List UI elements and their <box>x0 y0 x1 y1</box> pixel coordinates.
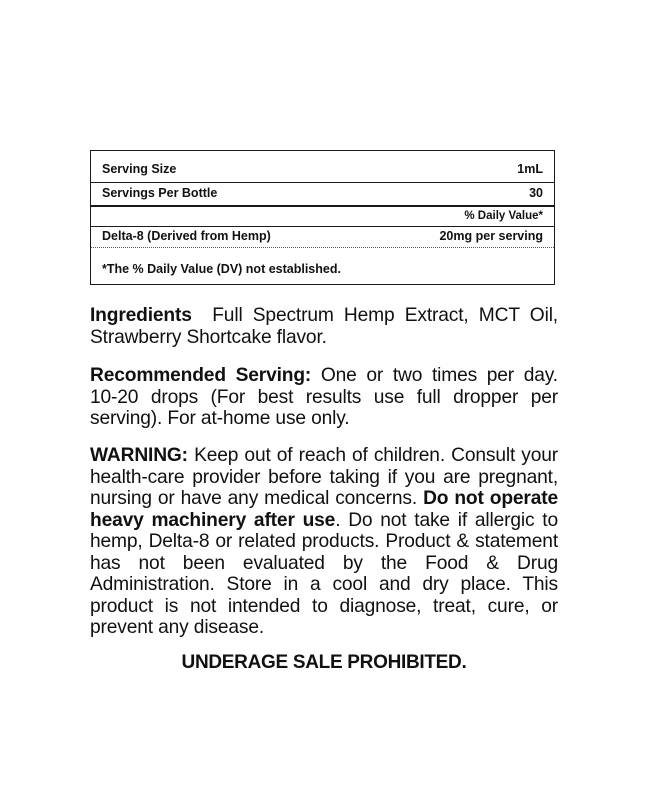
divider-thick <box>91 205 554 207</box>
daily-value-header: % Daily Value* <box>464 210 543 222</box>
supplement-facts-table <box>90 150 555 285</box>
warning-text: Keep out of reach of children. Consult your health-care provider before taking if you are pregnant, nursing or have any medical concerns. <box>90 445 558 509</box>
ingredients-text: Full Spectrum Hemp Extract, MCT Oil, Strawberry Shortcake flavor. <box>90 305 558 348</box>
serving-size-value: 1mL <box>517 162 543 176</box>
recommended-serving-paragraph <box>90 365 558 430</box>
recommended-serving-label: Recommended Serving: <box>90 365 312 386</box>
ingredient-name: Delta-8 (Derived from Hemp) <box>102 229 271 243</box>
warning-paragraph <box>90 445 558 639</box>
warning-text-continued: . Do not take if allergic to hemp, Delta-8 or related products. Product & statement has not been evaluated by the Food & Drug Administration. Store in a cool and dry place. This product is not intended to diagnose, treat, cure, or prevent any disease. <box>90 509 558 638</box>
serving-size-label: Serving Size <box>102 162 177 176</box>
warning-label: WARNING: <box>90 445 188 466</box>
divider <box>91 182 554 183</box>
daily-value-header-row <box>102 209 543 223</box>
servings-per-bottle-label: Servings Per Bottle <box>102 186 218 200</box>
servings-per-bottle-value: 30 <box>529 186 543 200</box>
warning-machinery-text: Do not operate heavy machinery after use <box>90 488 559 531</box>
ingredient-amount: 20mg per serving <box>439 229 543 243</box>
underage-sale-notice: UNDERAGE SALE PROHIBITED. <box>181 652 467 673</box>
servings-per-bottle-row <box>102 186 543 200</box>
divider <box>91 226 554 227</box>
serving-size-row <box>102 162 543 176</box>
recommended-serving-text: One or two times per day. 10-20 drops (For best results use full dropper per serving). For at-home use only. <box>90 365 558 429</box>
divider-dotted <box>91 247 554 248</box>
ingredient-row <box>102 229 543 243</box>
ingredients-paragraph <box>90 305 558 348</box>
footnote-row <box>102 262 543 276</box>
daily-value-footnote: *The % Daily Value (DV) not established. <box>102 262 341 276</box>
ingredients-label: Ingredients <box>90 305 192 326</box>
